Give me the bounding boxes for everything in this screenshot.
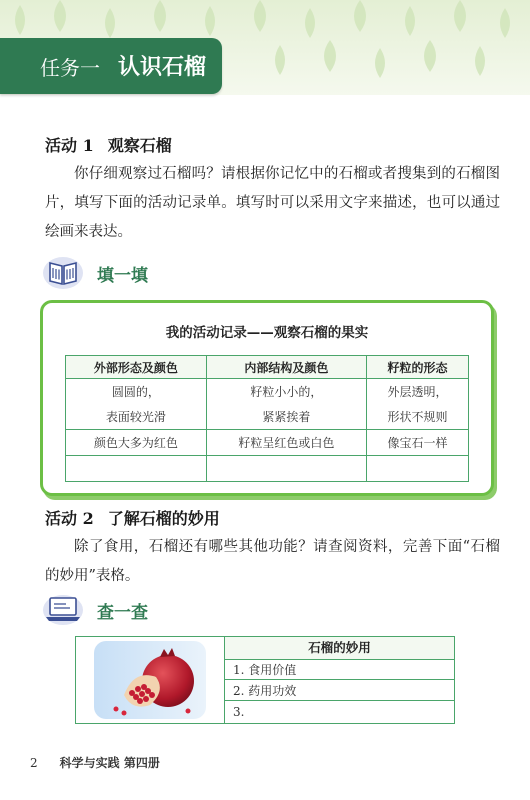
record-cell: 外层透明， — [367, 379, 469, 405]
record-header-3: 籽粒的形态 — [367, 356, 469, 379]
uses-table — [75, 636, 455, 724]
fill-section-label: 填一填 — [97, 266, 148, 286]
record-cell: 像宝石一样 — [367, 430, 469, 456]
activity2-heading — [45, 506, 220, 529]
activity1-heading — [45, 133, 172, 156]
record-cell: 形状不规则 — [367, 404, 469, 430]
record-row-empty — [66, 456, 469, 482]
record-header-1: 外部形态及颜色 — [66, 356, 207, 379]
uses-header: 石榴的妙用 — [225, 637, 454, 660]
book-icon — [42, 253, 84, 293]
activity1-paragraph: 你仔细观察过石榴吗？请根据你记忆中的石榴或者搜集到的石榴图片，填写下面的活动记录单。填写时可以采用文字来描述，也可以通过绘画来表达。 — [45, 166, 500, 240]
activity2-paragraph: 除了食用，石榴还有哪些其他功能？请查阅资料，完善下面“石榴的妙用”表格。 — [45, 539, 500, 584]
task-label: 任务一 — [40, 56, 100, 80]
task-title: 认识石榴 — [118, 55, 207, 80]
pomegranate-photo — [76, 637, 225, 723]
record-row — [66, 404, 469, 430]
use-item-3: 3. — [233, 705, 245, 719]
record-row — [66, 430, 469, 456]
record-cell — [66, 456, 207, 482]
record-cell: 紧紧挨着 — [206, 404, 366, 430]
record-title: 我的活动记录——观察石榴的果实 — [165, 325, 369, 341]
activity2-title: 了解石榴的妙用 — [107, 509, 220, 528]
record-cell: 表面较光滑 — [66, 404, 207, 430]
laptop-icon — [42, 592, 84, 630]
page-footer — [30, 754, 160, 771]
record-cell: 籽粒呈红色或白色 — [206, 430, 366, 456]
use-item-1: 1. 食用价值 — [225, 660, 454, 680]
record-cell: 籽粒小小的， — [206, 379, 366, 405]
record-cell — [367, 456, 469, 482]
record-cell: 颜色大多为红色 — [66, 430, 207, 456]
book-title: 科学与实践 第四册 — [59, 756, 160, 770]
activity-record-card — [40, 300, 494, 496]
record-cell — [206, 456, 366, 482]
record-header-2: 内部结构及颜色 — [206, 356, 366, 379]
activity1-title: 观察石榴 — [107, 136, 172, 155]
task-title-bar — [0, 38, 222, 94]
search-section-label: 查一查 — [97, 603, 148, 623]
activity1-number: 活动 1 — [45, 136, 94, 155]
record-cell: 圆圆的， — [66, 379, 207, 405]
record-table — [65, 355, 469, 482]
record-row — [66, 379, 469, 405]
use-item-2: 2. 药用功效 — [225, 681, 454, 701]
page-number: 2 — [30, 756, 38, 770]
activity2-number: 活动 2 — [45, 509, 94, 528]
